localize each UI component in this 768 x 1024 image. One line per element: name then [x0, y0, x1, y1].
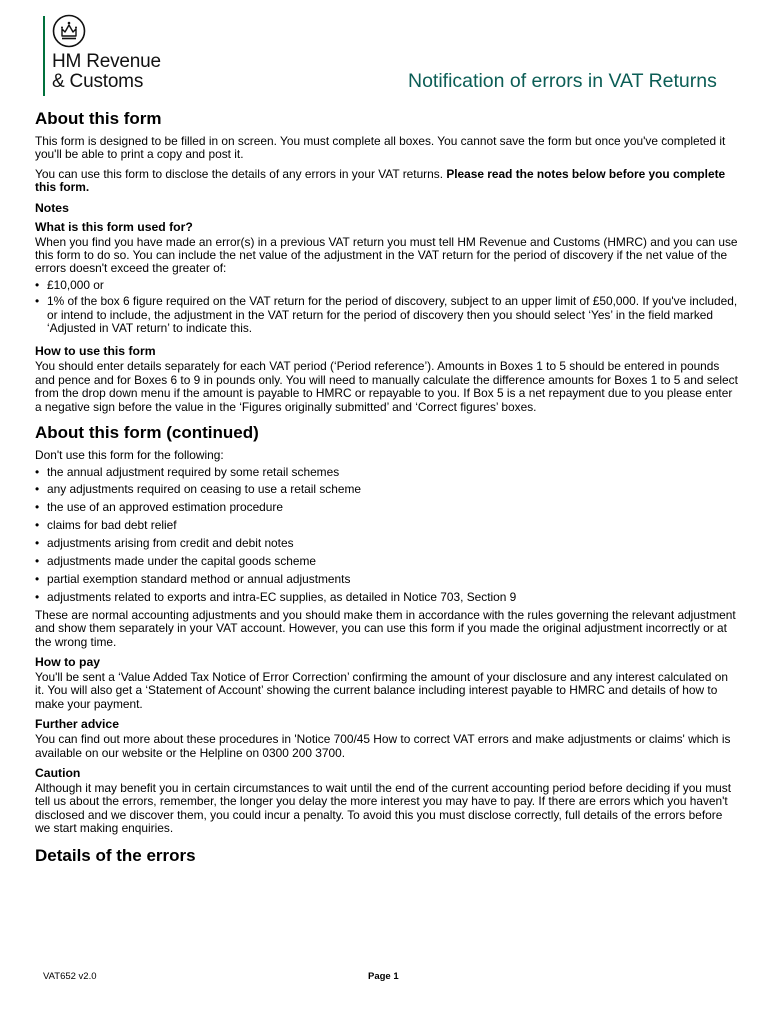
list-item: • 1% of the box 6 figure required on the VAT return for the period of discovery, subject to an upper limit of £50,000. If you've included, or intend to include, the adjustment in the VAT return for the period of discovery then you should select ‘Yes’ in the field marked ‘Adjusted in VAT return’ to indicate this.	[35, 295, 740, 335]
how-to-use-text: You should enter details separately for each VAT period (‘Period reference’). Amounts in Boxes 1 to 5 should be entered in pounds and pence and for Boxes 6 to 9 in pounds only. You will need to manually calculate the difference amounts for Boxes 1 to 5 and select from the drop down menu if the amount is payable to HMRC or repayable to you. If Box 5 is a net repayment due to you please enter a negative sign before the value in the ‘Figures originally submitted’ and ‘Correct figures’ boxes.	[35, 359, 738, 414]
caution-heading: Caution	[35, 766, 81, 780]
continued-intro: Don't use this form for the following:	[35, 448, 224, 463]
about-p2-text: You can use this form to disclose the details of any errors in your VAT returns.	[35, 166, 447, 181]
list-item: • claims for bad debt relief	[35, 519, 740, 532]
exclusions-list	[35, 466, 740, 605]
list-item: • adjustments arising from credit and debit notes	[35, 537, 740, 550]
about-heading: About this form	[35, 109, 162, 128]
list-item: • adjustments made under the capital goods scheme	[35, 555, 740, 568]
about-p2-bold: Please read the notes below before you complete this form.	[35, 166, 726, 195]
form-reference: VAT652 v2.0	[43, 971, 97, 982]
page-number: Page 1	[368, 971, 399, 982]
used-for-text: When you find you have made an error(s) in a previous VAT return you must tell HM Revenue and Customs (HMRC) and you can use this form to do so. You can include the net value of the adjustment in the VAT return for the period of discovery if the net value of the errors doesn't exceed the greater of:	[35, 234, 738, 276]
form-content	[35, 108, 740, 872]
royal-crest-icon	[52, 14, 86, 48]
used-for-heading: What is this form used for?	[35, 219, 193, 234]
used-for-list	[35, 279, 740, 336]
caution-text: Although it may benefit you in certain circumstances to wait until the end of the current accounting period before deciding if you must tell us about the errors, remember, the longer you delay the more interest you may have to pay. If there are errors which you haven't disclosed and we discover them, you could incur a penalty. To avoid this you must disclose correctly, full details of the errors before we start making enquiries.	[35, 781, 731, 836]
details-heading: Details of the errors	[35, 845, 196, 865]
organisation-name	[52, 52, 161, 92]
about-paragraph-1: This form is designed to be filled in on screen. You must complete all boxes. You cannot save the form but once you've completed it you'll be able to print a copy and post it.	[35, 134, 726, 162]
logo-rule	[43, 16, 45, 96]
how-to-use-heading: How to use this form	[35, 344, 156, 359]
how-to-pay-heading: How to pay	[35, 654, 101, 669]
list-item: • any adjustments required on ceasing to use a retail scheme	[35, 483, 740, 496]
how-to-pay-text: You'll be sent a ‘Value Added Tax Notice of Error Correction’ confirming the amount of your disclosure and any interest calculated on it. You will also get a ‘Statement of Account’ showing the current balance including interest payable to HMRC and details of how to make your payment.	[35, 669, 728, 711]
notes-heading: Notes	[35, 200, 69, 215]
continued-heading: About this form (continued)	[35, 423, 259, 443]
list-item: • £10,000 or	[35, 279, 740, 292]
normal-adjustments-text: These are normal accounting adjustments and you should make them in accordance with the rules governing the relevant adjustment and show them separately in your VAT account. However, you can use this form if you made the original adjustment incorrectly or at the wrong time.	[35, 607, 736, 649]
list-item: • adjustments related to exports and intra-EC supplies, as detailed in Notice 703, Section 9	[35, 591, 740, 604]
further-advice-heading: Further advice	[35, 717, 119, 732]
form-title: Notification of errors in VAT Returns	[408, 70, 717, 92]
org-line-1: HM Revenue	[52, 51, 161, 72]
list-item: • partial exemption standard method or annual adjustments	[35, 573, 740, 586]
org-line-2: & Customs	[52, 71, 144, 92]
further-advice-text: You can find out more about these procedures in 'Notice 700/45 How to correct VAT errors and make adjustments or claims' which is available on our website or the Helpline on 0300 200 3700.	[35, 732, 731, 760]
list-item: • the use of an approved estimation procedure	[35, 501, 740, 514]
about-paragraph-2	[35, 168, 740, 195]
list-item: • the annual adjustment required by some retail schemes	[35, 466, 740, 479]
